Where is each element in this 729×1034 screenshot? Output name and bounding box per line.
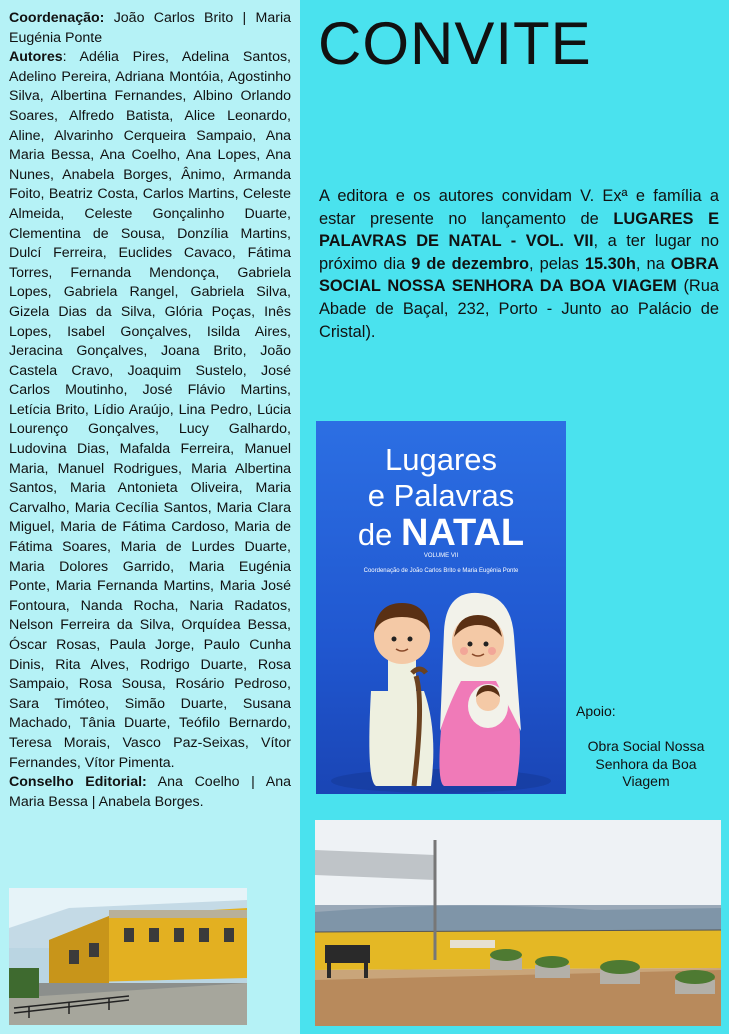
cover-title-line3 bbox=[316, 513, 566, 555]
invite-intro: A editora e os autores convidam V. Exª e família a estar presente no lançamento de bbox=[319, 187, 719, 228]
credits-text bbox=[9, 9, 291, 812]
invite-in: , na bbox=[635, 254, 671, 273]
invite-at: , pelas bbox=[529, 254, 585, 273]
cover-title-line1: Lugares bbox=[384, 442, 498, 477]
cover-volume: VOLUME VII bbox=[423, 553, 459, 559]
invite-when: , a ter lugar no próximo dia bbox=[319, 232, 719, 273]
coordination-label: Coordenação: bbox=[9, 10, 105, 26]
cover-title-line2: e Palavras bbox=[367, 478, 515, 513]
nativity-figures-illustration bbox=[316, 581, 566, 794]
building-photo bbox=[9, 888, 247, 1025]
venue-address: (Rua Abade de Baçal, 232, Porto - Junto ao Palácio de Cristal). bbox=[319, 277, 719, 341]
cover-credit: Coordenação de João Carlos Brito e Maria Eugénia Ponte bbox=[363, 568, 519, 574]
cover-title-prefix: de bbox=[357, 517, 401, 552]
event-venue: OBRA SOCIAL NOSSA SENHORA DA BOA VIAGEM bbox=[319, 254, 719, 296]
event-date: 9 de dezembro bbox=[411, 254, 529, 273]
invitation-text bbox=[319, 185, 719, 343]
editorial-council-label: Conselho Editorial: bbox=[9, 774, 147, 791]
cover-title-natal: NATAL bbox=[400, 512, 525, 554]
support-organization: Obra Social Nossa Senhora da Boa Viagem bbox=[587, 738, 705, 789]
coordination-names: João Carlos Brito | Maria Eugénia Ponte bbox=[9, 10, 291, 46]
authors-list: : Adélia Pires, Adelina Santos, Adelino Pereira, Adriana Montóia, Agostinho Silva, Albertina Fernandes, Albino Orlando Soares, Alfredo Batista, Alice Leonardo, Aline, Alvarinho Cerqueira Sampaio, Ana Maria Bessa, Ana Coelho, Ana Lopes, Ana Nunes, Anabela Borges, Ânimo, Armanda Foito, Beatriz Costa, Carlos Martins, Celeste Almeida, Celeste Gonçalinho Duarte, Clementina de Sousa, Donzília Martins, Dulcí Ferreira, Euclides Cavaco, Fátima Torres, Fernanda Mendonça, Gabriela Lopes, Gabriela Rangel, Gabriela Silva, Gizela Dias da Silva, Glória Poças, Inês Lopes, Isabel Gonçalves, Isilda Aires, Jeracina Gonçalves, Joana Brito, João Castela Cravo, Joaquim Sustelo, José Carlos Moutinho, José Flávio Martins, Letícia Brito, Lídio Araújo, Lina Pedro, Lúcia Lourenço Gonçalves, Lucy Galhardo, Ludovina Dias, Mafalda Ferreira, Manuel Maria, Manuel Rodrigues, Maria Albertina Santos, Maria Antonieta Oliveira, Maria Carvalho, Maria Cecília Santos, Maria Clara Miguel, Maria de Fátima Cardoso, Maria de Fátima Soares, Maria de Lurdes Duarte, Maria Dolores Garrido, Maria Eugénia Ponte, Maria Fernanda Martins, Maria José Fontoura, Nanda Rocha, Naria Radatos, Nelson Ferreira da Silva, Orquídea Bessa, Óscar Rosas, Paula Jorge, Paulo Cunha Dinis, Rita Alves, Rodrigo Duarte, Rosa Sampaio, Rosa Sousa, Rosário Pedroso, Sara Timóteo, Simão Duarte, Susana Machado, Tânia Duarte, Teófilo Bernardo, Teresa Morais, Vasco Paz-Seixas, Vítor Fernandes, Vítor Pimenta. bbox=[9, 49, 291, 771]
support-label: Apoio: bbox=[576, 703, 616, 719]
left-column bbox=[0, 0, 300, 1034]
editorial-council-names: Ana Coelho | Ana Maria Bessa | Anabela Borges. bbox=[9, 774, 291, 810]
authors-label: Autores bbox=[9, 49, 63, 66]
event-time: 15.30h bbox=[584, 254, 636, 273]
book-title: LUGARES E PALAVRAS DE NATAL - VOL. VII bbox=[319, 209, 719, 251]
terrace-photo bbox=[315, 820, 721, 1026]
page-title: CONVITE bbox=[318, 10, 592, 77]
book-cover bbox=[316, 421, 566, 794]
